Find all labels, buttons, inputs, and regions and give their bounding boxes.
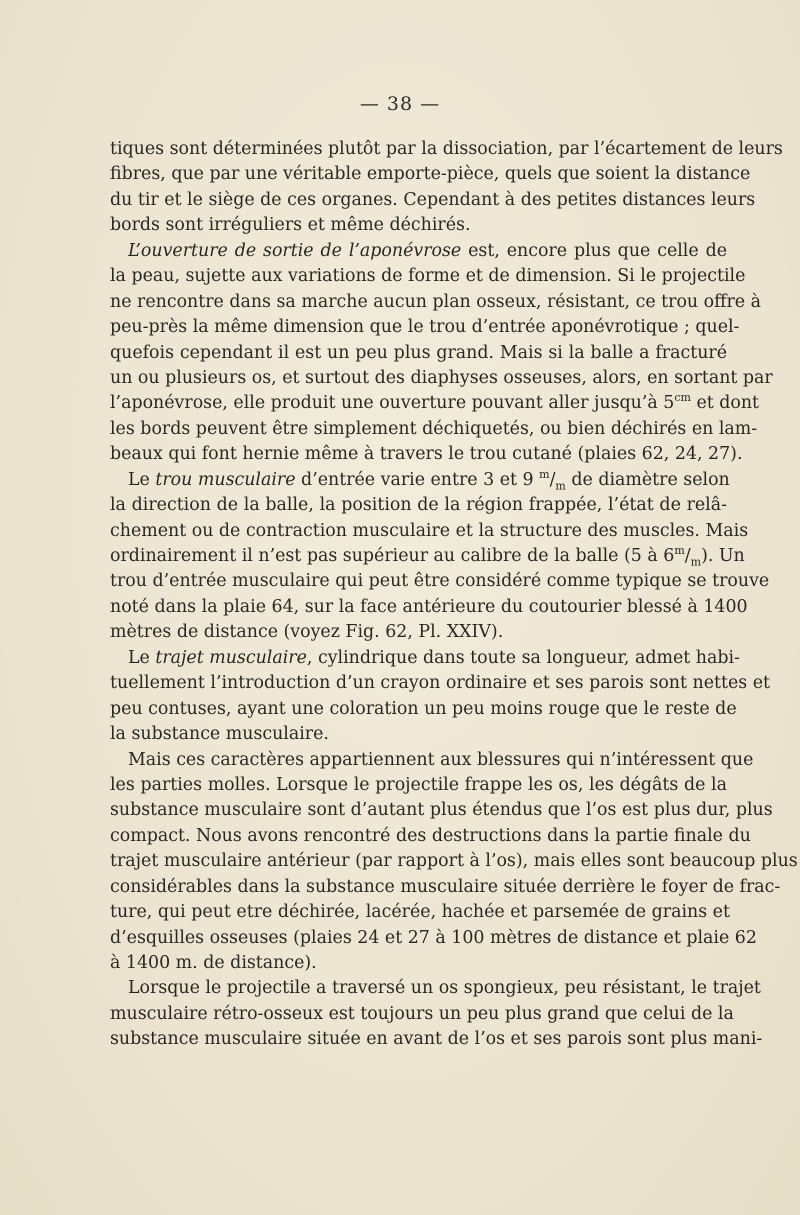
text-line [110, 442, 743, 467]
text-segment: la peau, sujette aux variations de forme et de dimension. Si le projectile [110, 266, 746, 287]
text-segment: Le [128, 469, 156, 490]
text-segment: / [684, 546, 691, 566]
text-segment: l’aponévrose, elle produit une ouverture pouvant aller jusqu’à 5 [110, 393, 675, 414]
text-segment: / [549, 469, 556, 490]
text-line [110, 697, 737, 722]
text-line [110, 849, 798, 874]
text-segment: substance musculaire située en avant de l’os et ses parois sont plus mani- [110, 1029, 763, 1050]
text-segment: quefois cependant il est un peu plus grand. Mais si la balle a fracturé [110, 342, 727, 363]
text-line [110, 417, 758, 442]
text-segment: Lorsque le projectile a traversé un os spongieux, peu résistant, le trajet [128, 978, 761, 999]
italic-text: trajet musculaire [155, 647, 307, 668]
text-line [110, 1002, 734, 1027]
text-line [110, 366, 773, 391]
text-segment: tiques sont déterminées plutôt par la dissociation, par l’écartement de leurs [110, 139, 783, 159]
body-text [110, 137, 798, 1053]
superscript: m [674, 544, 685, 558]
text-segment: trou d’entrée musculaire qui peut être considéré comme typique se trouve [110, 571, 770, 592]
text-line [110, 137, 783, 162]
text-segment: tuellement l’introduction d’un crayon ordinaire et ses parois sont nettes et [110, 673, 770, 694]
text-segment: de diamètre selon [565, 469, 730, 490]
text-line [110, 900, 730, 925]
text-segment: un ou plusieurs os, et surtout des diaphyses osseuses, alors, en sortant par [110, 367, 773, 388]
text-line [110, 264, 746, 289]
text-segment: , cylindrique dans toute sa longueur, admet habi- [306, 647, 740, 668]
text-line [110, 646, 740, 671]
text-segment: la substance musculaire. [110, 724, 329, 745]
text-segment: ture, qui peut etre déchirée, lacérée, hachée et parsemée de grains et [110, 902, 730, 923]
text-line [110, 341, 727, 366]
text-segment: fibres, que par une véritable emporte-pièce, quels que soient la distance [110, 164, 751, 185]
text-line [110, 1027, 763, 1052]
text-line [110, 519, 749, 544]
text-line [110, 467, 730, 493]
text-line [110, 875, 781, 900]
text-segment: substance musculaire sont d’autant plus étendus que l’os est plus dur, plus [110, 800, 773, 821]
text-segment: mètres de distance (voyez Fig. 62, Pl. XXIV). [110, 622, 504, 643]
text-line [110, 773, 727, 798]
text-line [110, 798, 773, 823]
text-line [110, 391, 760, 416]
text-segment: la direction de la balle, la position de la région frappée, l’état de relâ- [110, 495, 727, 516]
text-segment: compact. Nous avons rencontré des destructions dans la partie finale du [110, 825, 751, 846]
text-line [110, 824, 751, 849]
text-line [110, 976, 761, 1001]
text-segment: d’entrée varie entre 3 et 9 [295, 469, 540, 490]
text-segment: ordinairement il n’est pas supérieur au calibre de la balle (5 à 6 [110, 546, 675, 566]
italic-text: trou musculaire [155, 469, 296, 490]
text-line [110, 188, 756, 213]
text-segment: les parties molles. Lorsque le projectile frappe les os, les dégâts de la [110, 774, 727, 795]
text-segment: beaux qui font hernie même à travers le trou cutané (plaies 62, 24, 27). [110, 444, 743, 465]
text-segment: Mais ces caractères appartiennent aux blessures qui n’intéressent que [128, 749, 754, 770]
text-segment: noté dans la plaie 64, sur la face antérieure du coutourier blessé à 1400 [110, 596, 748, 617]
text-line [110, 162, 751, 187]
text-segment: du tir et le siège de ces organes. Cependant à des petites distances leurs [110, 189, 756, 210]
text-line [110, 748, 754, 773]
text-segment: à 1400 m. de distance). [110, 953, 317, 973]
text-line [110, 493, 727, 518]
text-segment: les bords peuvent être simplement déchiquetés, ou bien déchirés en lam- [110, 418, 758, 439]
text-line [110, 620, 727, 645]
text-line [110, 239, 727, 264]
text-segment: trajet musculaire antérieur (par rapport à l’os), mais elles sont beaucoup plus [110, 851, 798, 872]
text-segment: est, encore plus que celle de [461, 240, 727, 261]
text-segment: ne rencontre dans sa marche aucun plan osseux, résistant, ce trou offre à [110, 291, 761, 312]
italic-text: L’ouverture de sortie de l’aponévrose [128, 240, 462, 261]
text-segment: bords sont irréguliers et même déchirés. [110, 215, 471, 236]
superscript: cm [674, 391, 691, 405]
page-number: — 38 — [359, 93, 441, 115]
text-segment: d’esquilles osseuses (plaies 24 et 27 à 100 mètres de distance et plaie 62 [110, 927, 757, 948]
text-segment: peu contuses, ayant une coloration un peu moins rouge que le reste de [110, 698, 737, 719]
text-segment: chement ou de contraction musculaire et la structure des muscles. Mais [110, 520, 749, 541]
text-line [110, 595, 748, 620]
text-line [110, 315, 740, 340]
text-segment: peu-près la même dimension que le trou d’entrée aponévrotique ; quel- [110, 317, 740, 338]
text-segment: considérables dans la substance musculaire située derrière le foyer de frac- [110, 876, 781, 897]
text-line [110, 569, 770, 594]
superscript: m [539, 467, 550, 481]
text-line [110, 213, 727, 238]
text-line [110, 722, 727, 747]
text-line [110, 926, 757, 951]
text-line [110, 544, 745, 569]
text-line [110, 951, 727, 976]
text-segment: musculaire rétro-osseux est toujours un peu plus grand que celui de la [110, 1003, 734, 1024]
text-segment: Le [128, 647, 156, 668]
subscript: m [690, 555, 702, 569]
text-line [110, 290, 761, 315]
text-segment: ). Un [701, 546, 745, 566]
text-segment: et dont [690, 393, 760, 414]
text-line [110, 671, 770, 696]
subscript: m [555, 479, 566, 493]
